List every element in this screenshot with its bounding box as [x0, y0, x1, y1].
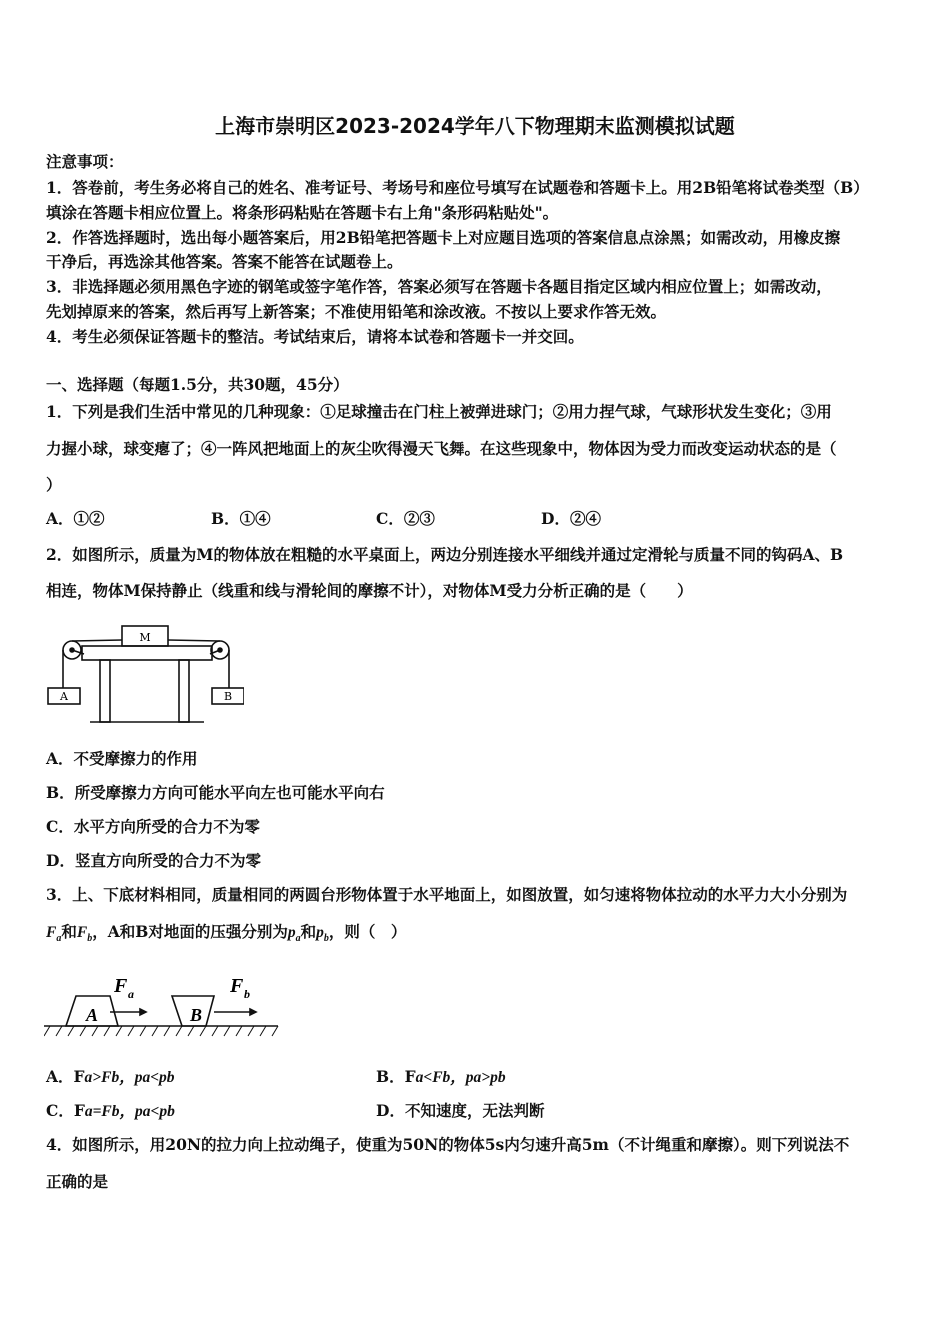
q3-option-d: D．不知速度，无法判断: [376, 1101, 545, 1120]
notes-line-7: 4．考生必须保证答题卡的整洁。考试结束后，请将本试卷和答题卡一并交回。: [46, 327, 584, 346]
pressure-a-symbol: p: [287, 924, 296, 941]
notes-line-6: 先划掉原来的答案，然后再写上新答案；不准使用铅笔和涂改液。不按以上要求作答无效。: [46, 302, 667, 321]
section-heading: 一、选择题（每题1.5分，共30题，45分）: [46, 375, 349, 394]
q3-line-2: $F_a$和$F_b$，A和B对地面的压强分别为$p_a$和$p_b$，则（ ）: [46, 922, 407, 945]
force-b-sub: b: [244, 987, 250, 1001]
q2-option-d: D．竖直方向所受的合力不为零: [46, 851, 261, 870]
q1-option-d: D．②④: [541, 509, 601, 528]
force-b-symbol: F: [76, 924, 88, 941]
table-pulley-figure: [44, 618, 244, 730]
label-b: B: [223, 690, 233, 703]
string-left: [72, 640, 122, 641]
q4-line-2: 正确的是: [46, 1172, 109, 1191]
notes-heading: 注意事项：: [46, 152, 124, 171]
notes-line-3: 2．作答选择题时，选出每小题答案后，用2B铅笔把答题卡上对应题目选项的答案信息点涂黑；如需改动，用橡皮擦: [46, 228, 841, 247]
q1-option-c: C．②③: [376, 509, 435, 528]
q3-line-1: 3．上、下底材料相同，质量相同的两圆台形物体置于水平地面上，如图放置，如匀速将物体拉动的水平力大小分别为: [46, 885, 848, 904]
q1-line-3: ）: [46, 475, 62, 494]
q2-line-2: 相连，物体M保持静止（线重和线与滑轮间的摩擦不计），对物体M受力分析正确的是（ ）: [46, 581, 693, 600]
label-a: A: [60, 690, 68, 703]
q1-line-1: 1．下列是我们生活中常见的几种现象：①足球撞击在门柱上被弹进球门；②用力捏气球，气球形状发生变化；③用: [46, 402, 832, 421]
q1-option-a: A．①②: [46, 509, 105, 528]
pressure-b-symbol: p: [316, 924, 324, 941]
q3-option-b: B．Fa<Fb，pa>pb: [376, 1067, 506, 1086]
force-a-label: F: [114, 975, 128, 997]
notes-line-1: 1．答卷前，考生务必将自己的姓名、准考证号、考场号和座位号填写在试题卷和答题卡上。用2B铅笔将试卷类型（B）: [46, 178, 869, 197]
q2-line-1: 2．如图所示，质量为M的物体放在粗糙的水平桌面上，两边分别连接水平细线并通过定滑轮与质量不同的钩码A、B: [46, 545, 844, 564]
table-leg-right: [179, 660, 189, 722]
q2-option-b: B．所受摩擦力方向可能水平向左也可能水平向右: [46, 783, 385, 802]
string-right: [168, 640, 220, 641]
q4-line-1: 4．如图所示，用20N的拉力向上拉动绳子，使重为50N的物体5s内匀速升高5m（不计绳重和摩擦）。则下列说法不: [46, 1135, 850, 1154]
page-title: 上海市崇明区2023-2024学年八下物理期末监测模拟试题: [215, 114, 735, 138]
q1-line-2: 力握小球，球变瘪了；④一阵风把地面上的灰尘吹得漫天飞舞。在这些现象中，物体因为受力而改变运动状态的是（: [46, 439, 837, 458]
notes-line-5: 3．非选择题必须用黑色字迹的钢笔或签字笔作答，答案必须写在答题卡各题目指定区域内相应位置上；如需改动，: [46, 277, 832, 296]
trapezoid-blocks-figure: [44, 966, 284, 1048]
force-a-sub: a: [128, 987, 134, 1001]
force-b-label: F: [230, 975, 244, 997]
label-m: M: [139, 631, 151, 644]
q3-option-a: A．Fa>Fb，pa<pb: [46, 1067, 175, 1086]
block-a-label: A: [85, 1005, 99, 1025]
notes-line-4: 干净后，再选涂其他答案。答案不能答在试题卷上。: [46, 252, 403, 271]
block-b-label: B: [189, 1005, 203, 1025]
q2-option-c: C．水平方向所受的合力不为零: [46, 817, 260, 836]
table-top: [82, 646, 212, 660]
q1-option-b: B．①④: [211, 509, 271, 528]
q3-option-c: C．Fa=Fb，pa<pb: [46, 1101, 175, 1120]
force-a-symbol: F: [46, 924, 57, 941]
table-leg-left: [100, 660, 110, 722]
notes-line-2: 填涂在答题卡相应位置上。将条形码粘贴在答题卡右上角"条形码粘贴处"。: [46, 203, 559, 222]
q2-option-a: A．不受摩擦力的作用: [46, 749, 198, 768]
